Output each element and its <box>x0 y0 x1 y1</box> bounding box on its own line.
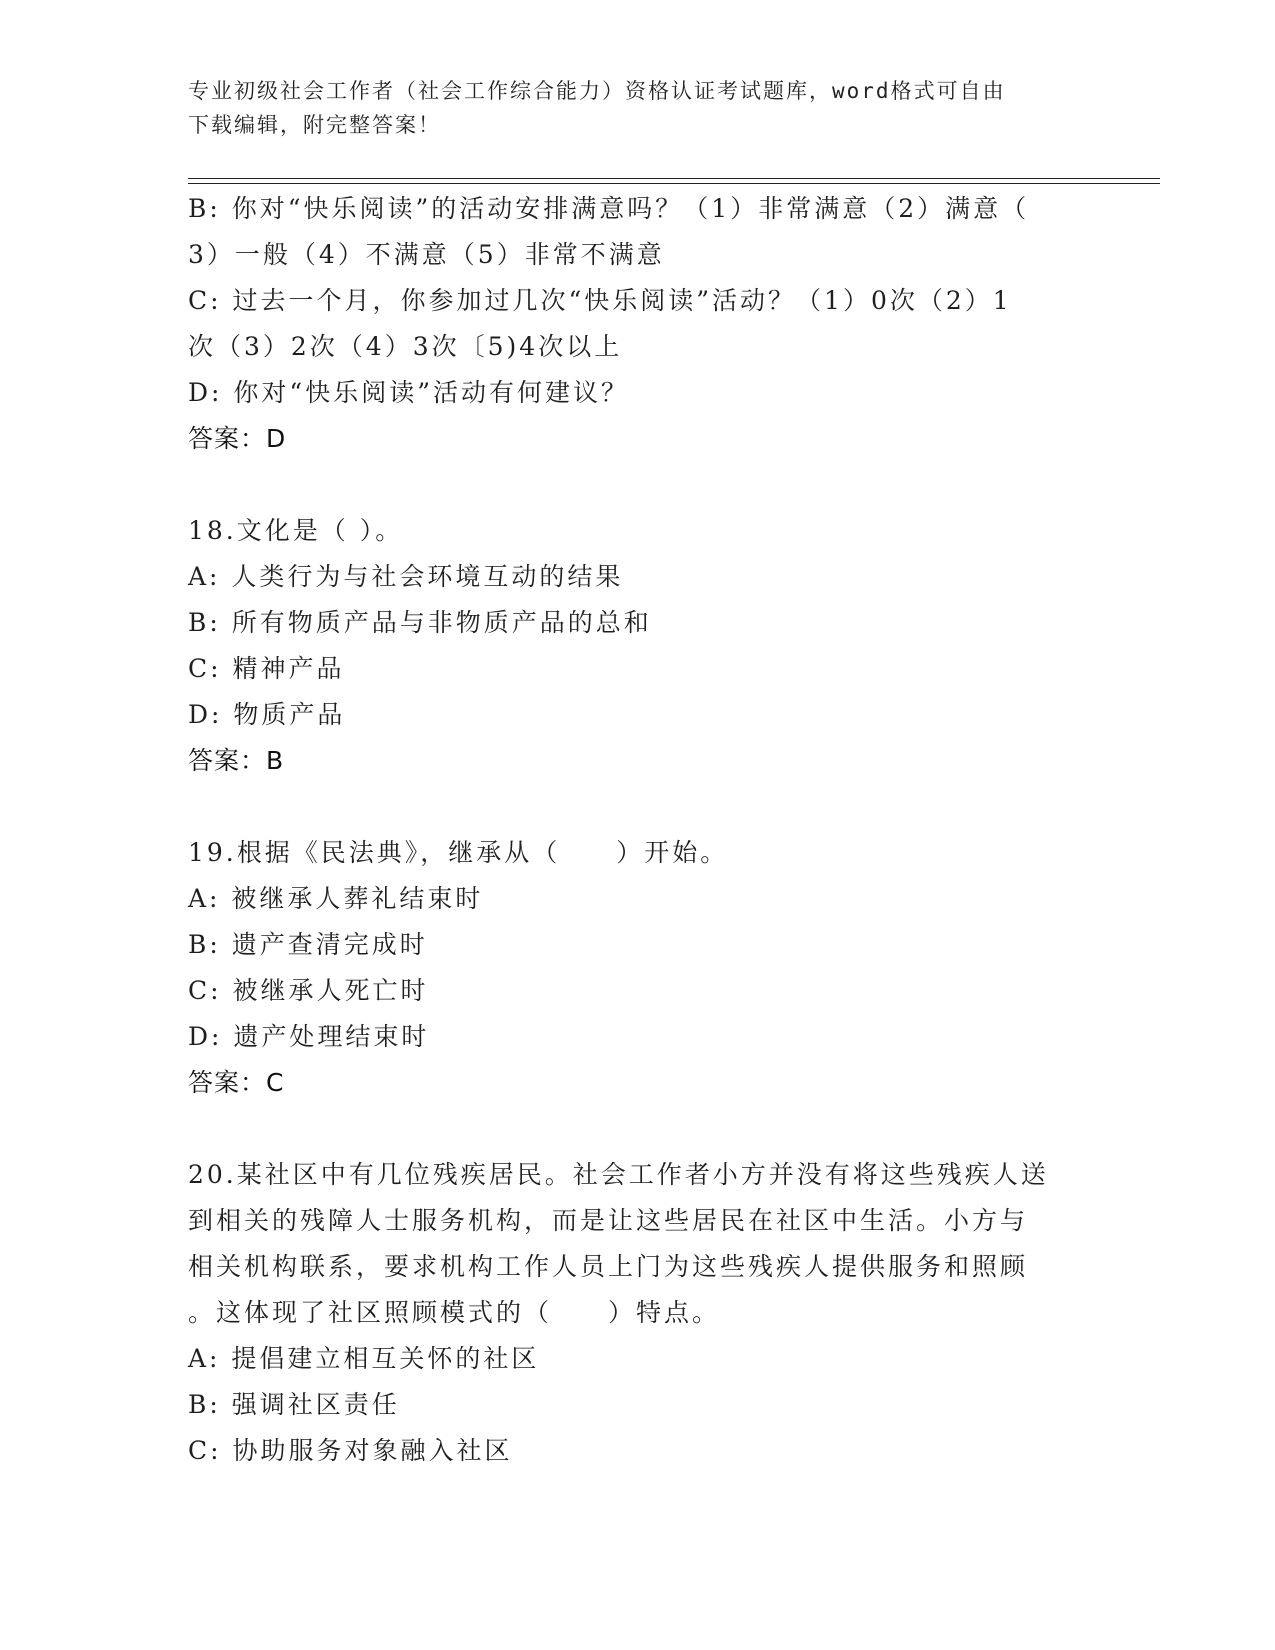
q20-stem-line-4: 。这体现了社区照顾模式的（ ）特点。 <box>188 1298 721 1327</box>
header-rule-top <box>188 178 1160 179</box>
q20-option-a: A: 提倡建立相互关怀的社区 <box>188 1344 540 1373</box>
q19-option-a: A: 被继承人葬礼结束时 <box>188 884 484 913</box>
spacer <box>188 1106 1088 1152</box>
q17-answer: 答案：D <box>188 424 287 453</box>
q18-answer: 答案：B <box>188 746 285 775</box>
q19-option-d: D: 遗产处理结束时 <box>188 1022 430 1051</box>
q19-option-b: B: 遗产查清完成时 <box>188 930 428 959</box>
q17-option-c-line-1: C: 过去一个月，你参加过几次“快乐阅读”活动？（1）0次（2）1 <box>188 286 1012 315</box>
spacer <box>188 784 1088 830</box>
q20-stem-line-3: 相关机构联系，要求机构工作人员上门为这些残疾人提供服务和照顾 <box>188 1252 1029 1281</box>
question-17 <box>188 186 1088 462</box>
q20-option-c: C: 协助服务对象融入社区 <box>188 1436 513 1465</box>
question-18 <box>188 508 1088 784</box>
q18-option-b: B: 所有物质产品与非物质产品的总和 <box>188 608 652 637</box>
q20-stem-line-1: 20.某社区中有几位残疾居民。社会工作者小方并没有将这些残疾人送 <box>188 1160 1049 1189</box>
page-header <box>188 74 1068 142</box>
q19-option-c: C: 被继承人死亡时 <box>188 976 429 1005</box>
q19-answer: 答案：C <box>188 1068 285 1097</box>
q17-option-b-line-1: B: 你对“快乐阅读”的活动安排满意吗？（1）非常满意（2）满意（ <box>188 194 1030 223</box>
q17-option-d: D: 你对“快乐阅读”活动有何建议？ <box>188 378 629 407</box>
q18-option-c: C: 精神产品 <box>188 654 345 683</box>
q20-stem-line-2: 到相关的残障人士服务机构，而是让这些居民在社区中生活。小方与 <box>188 1206 1029 1235</box>
question-19 <box>188 830 1088 1106</box>
q18-option-d: D: 物质产品 <box>188 700 346 729</box>
q17-option-b-line-2: 3）一般（4）不满意（5）非常不满意 <box>188 240 665 269</box>
question-content <box>188 186 1088 1474</box>
header-line-2: 下载编辑，附完整答案！ <box>188 113 441 137</box>
q17-option-c-line-2: 次（3）2次（4）3次〔5)4次以上 <box>188 332 623 361</box>
q20-option-b: B: 强调社区责任 <box>188 1390 400 1419</box>
q19-stem: 19.根据《民法典》，继承从（ ）开始。 <box>188 838 729 867</box>
spacer <box>188 462 1088 508</box>
q18-stem: 18.文化是（ ）。 <box>188 516 404 545</box>
header-line-1: 专业初级社会工作者（社会工作综合能力）资格认证考试题库，word格式可自由 <box>188 79 1006 103</box>
header-rule-bottom <box>188 183 1160 184</box>
question-20 <box>188 1152 1088 1474</box>
q18-option-a: A: 人类行为与社会环境互动的结果 <box>188 562 624 591</box>
